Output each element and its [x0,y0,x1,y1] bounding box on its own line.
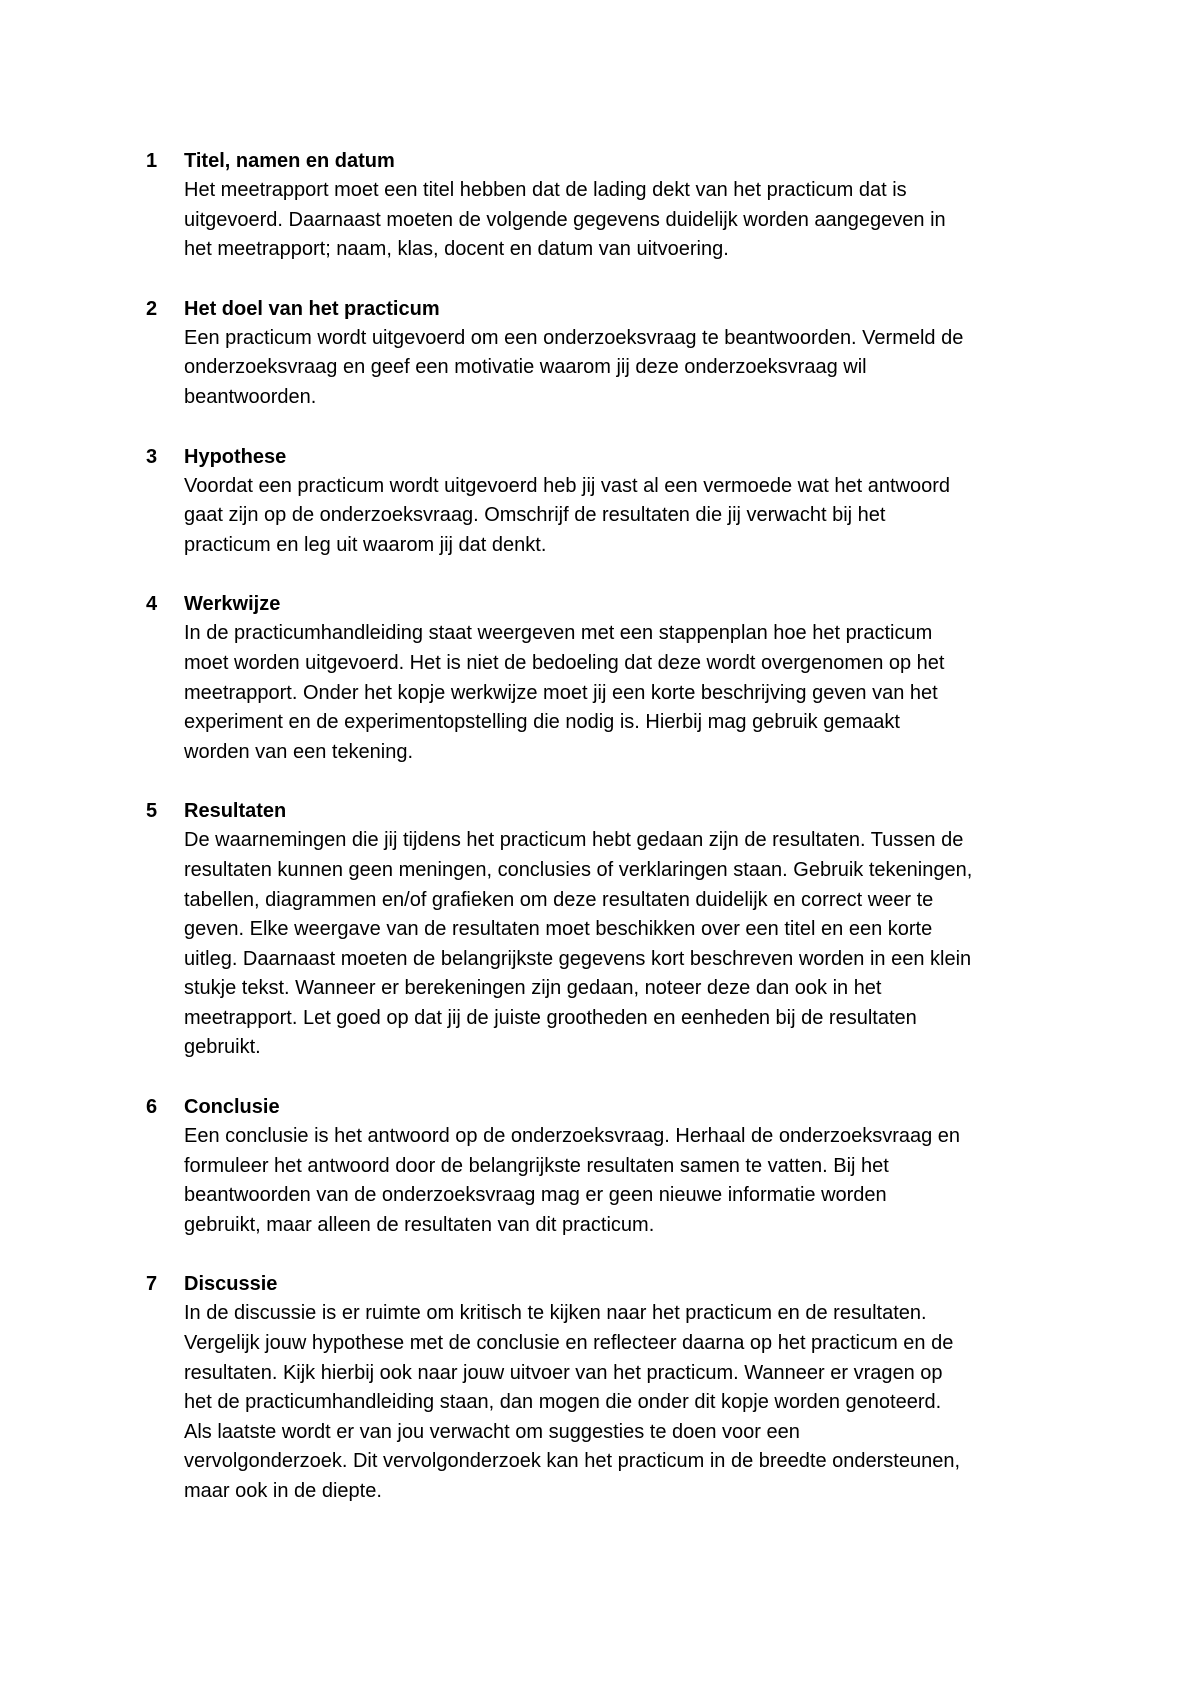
section-title: Resultaten [184,800,287,823]
section-body: De waarnemingen die jij tijdens het practicum hebt gedaan zijn de resultaten. Tussen de resultaten kunnen geen meningen, conclusies of verklaringen staan. Gebruik tekeningen, tabellen, diagrammen en/of grafieken om deze resultaten duidelijk en correct weer te geven. Elke weergave van de resultaten moet beschikken over een titel en een korte uitleg. Daarnaast moeten de belangrijkste gegevens kort beschreven worden in een klein stukje tekst. Wanneer er berekeningen zijn gedaan, noteer deze dan ook in het meetrapport. Let goed op dat jij de juiste grootheden en eenheden bij de resultaten gebruikt. [184,829,973,1059]
section-2 [146,294,1076,413]
section-heading [146,146,1076,176]
section-body: Een conclusie is het antwoord op de onderzoeksvraag. Herhaal de onderzoeksvraag en formuleer het antwoord door de belangrijkste resultaten samen te vatten. Bij het beantwoorden van de onderzoeksvraag mag er geen nieuwe informatie worden gebruikt, maar alleen de resultaten van dit practicum. [184,1125,961,1236]
section-list [146,146,1076,1536]
section-title: Titel, namen en datum [184,150,395,172]
section-title: Het doel van het practicum [184,297,440,320]
section-heading [146,442,1076,472]
section-heading [146,796,1076,826]
section-body: In de practicumhandleiding staat weergeven met een stappenplan hoe het practicum moet worden uitgevoerd. Het is niet de bedoeling dat deze wordt overgenomen op het meetrapport. Onder het kopje werkwijze moet jij een korte beschrijving geven van het experiment en de experimentopstelling die nodig is. Hierbij mag gebruik gemaakt worden van een tekening. [184,622,945,763]
section-heading [146,294,1076,324]
section-number: 6 [146,1096,158,1119]
section-number: 7 [146,1273,158,1296]
section-3 [146,442,1076,561]
section-6 [146,1092,1076,1240]
section-heading [146,589,1076,619]
section-title: Conclusie [184,1096,280,1119]
section-number: 1 [146,150,158,172]
section-body: Het meetrapport moet een titel hebben dat de lading dekt van het practicum dat is uitgevoerd. Daarnaast moeten de volgende gegevens duidelijk worden aangegeven in het meetrapport; naam, klas, docent en datum van uitvoering. [184,179,946,261]
section-number: 3 [146,445,158,468]
section-1 [146,146,1076,265]
section-number: 5 [146,800,158,823]
section-title: Discussie [184,1273,278,1296]
section-body: Voordat een practicum wordt uitgevoerd heb jij vast al een vermoede wat het antwoord gaat zijn op de onderzoeksvraag. Omschrijf de resultaten die jij verwacht bij het practicum en leg uit waarom jij dat denkt. [184,474,950,556]
section-number: 2 [146,297,158,320]
section-4 [146,589,1076,767]
section-5 [146,796,1076,1063]
section-title: Hypothese [184,445,287,468]
section-number: 4 [146,593,158,616]
section-body: In de discussie is er ruimte om kritisch te kijken naar het practicum en de resultaten. Vergelijk jouw hypothese met de conclusie en reflecteer daarna op het practicum en de resultaten. Kijk hierbij ook naar jouw uitvoer van het practicum. Wanneer er vragen op het de practicumhandleiding staan, dan mogen die onder dit kopje worden genoteerd. Als laatste wordt er van jou verwacht om suggesties te doen voor een vervolgonderzoek. Dit vervolgonderzoek kan het practicum in de breedte ondersteunen, maar ook in de diepte. [184,1302,961,1502]
section-7 [146,1269,1076,1506]
section-body: Een practicum wordt uitgevoerd om een onderzoeksvraag te beantwoorden. Vermeld de onderzoeksvraag en geef een motivatie waarom jij deze onderzoeksvraag wil beantwoorden. [184,326,964,408]
section-heading [146,1092,1076,1122]
section-title: Werkwijze [184,593,281,616]
section-heading [146,1269,1076,1299]
